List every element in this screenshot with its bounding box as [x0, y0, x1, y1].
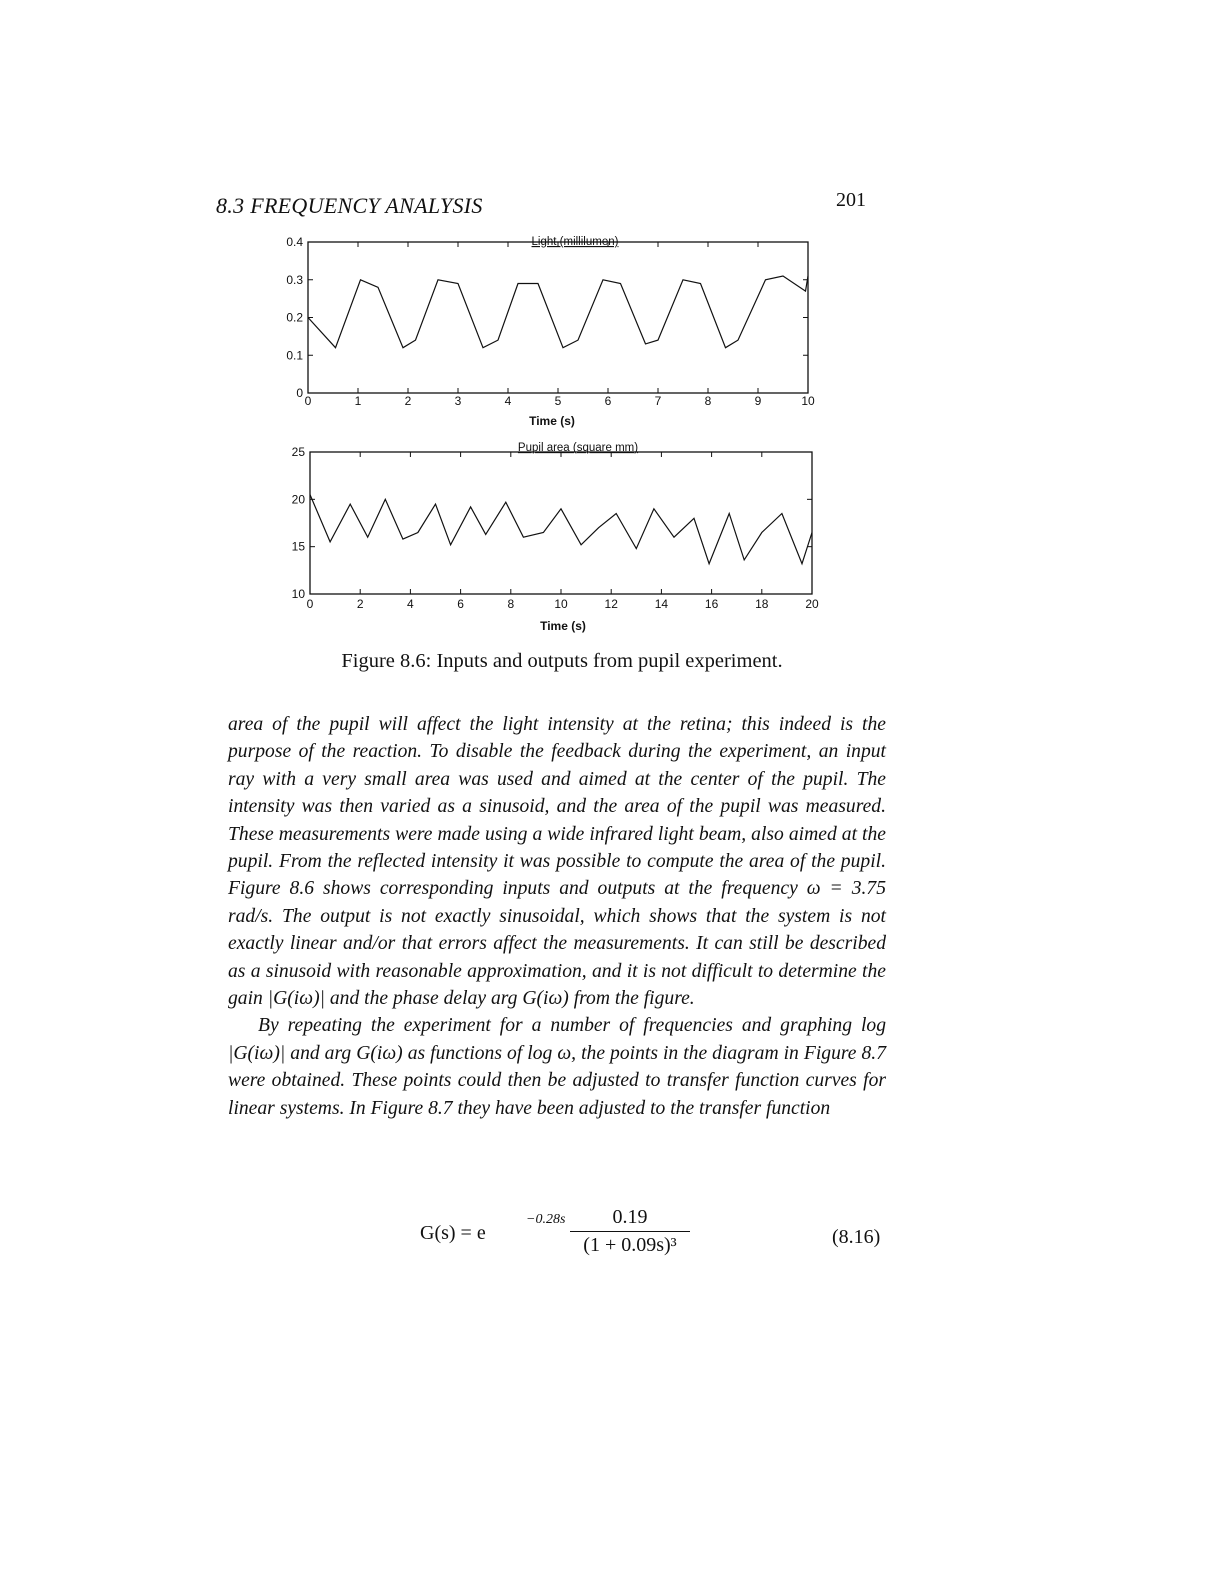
body-text — [228, 711, 886, 1122]
x-tick-label: 2 — [356, 597, 364, 611]
x-tick-label: 2 — [404, 394, 412, 408]
y-tick-label: 0 — [296, 386, 303, 400]
x-tick-label: 10 — [554, 597, 568, 611]
x-tick-label: 0 — [306, 597, 314, 611]
x-tick-label: 1 — [354, 394, 362, 408]
series-line — [310, 495, 812, 564]
transfer-function-equation — [420, 1206, 890, 1266]
equation-lhs: G(s) = e — [420, 1222, 486, 1244]
x-axis-label: Time (s) — [540, 619, 586, 633]
x-tick-label: 8 — [507, 597, 515, 611]
chart-title: Light (millilumen) — [531, 236, 619, 248]
x-tick-label: 3 — [454, 394, 462, 408]
y-tick-label: 10 — [291, 587, 305, 601]
x-tick-label: 6 — [457, 597, 464, 611]
x-tick-label: 8 — [704, 394, 712, 408]
x-axis-label: Time (s) — [529, 414, 575, 428]
x-tick-label: 14 — [654, 597, 669, 611]
x-tick-label: 20 — [805, 597, 819, 611]
equation-exponent: −0.28s — [526, 1212, 566, 1227]
x-tick-label: 6 — [604, 394, 612, 408]
light-input-chart — [286, 235, 815, 428]
section-header: 8.3 FREQUENCY ANALYSIS — [216, 193, 483, 218]
figure-8-6 — [0, 0, 1224, 650]
series-line — [308, 276, 808, 348]
x-tick-label: 10 — [801, 394, 815, 408]
paragraph-2: By repeating the experiment for a number of frequencies and graphing log |G(iω)| and arg G(iω) as functions of log ω, the points in the diagram in Figure 8.7 were obtained. These points could then be adjusted to transfer function curves for linear systems. In Figure 8.7 they have been adjusted to the transfer function — [228, 1015, 886, 1119]
equation-number: (8.16) — [832, 1226, 881, 1248]
x-tick-label: 7 — [654, 394, 662, 408]
plot-frame — [310, 452, 812, 594]
equation-denominator: (1 + 0.09s)³ — [583, 1234, 677, 1256]
chart-title: Pupil area (square mm) — [517, 442, 639, 454]
x-tick-label: 0 — [304, 394, 312, 408]
y-tick-label: 0.1 — [286, 348, 303, 363]
x-tick-label: 12 — [604, 597, 618, 611]
pupil-area-chart — [292, 442, 819, 633]
y-tick-label: 0.3 — [286, 272, 303, 287]
x-tick-label: 4 — [504, 394, 512, 408]
y-tick-label: 0.4 — [286, 235, 303, 249]
y-tick-label: 20 — [291, 492, 305, 507]
x-tick-label: 4 — [407, 597, 414, 611]
y-tick-label: 25 — [291, 445, 305, 459]
equation-fraction — [570, 1206, 690, 1257]
x-tick-label: 18 — [755, 597, 769, 611]
plot-frame — [308, 242, 808, 393]
y-tick-label: 15 — [291, 539, 305, 554]
paragraph-1: area of the pupil will affect the light intensity at the retina; this indeed is the purpose of the reaction. To disable the feedback during the experiment, an input ray with a very small area was used and aimed at the center of the pupil. The intensity was then varied as a sinusoid, and the area of the pupil was measured. These measurements were made using a wide infrared light beam, also aimed at the pupil. From the reflected intensity it was possible to compute the area of the pupil. Figure 8.6 shows corresponding inputs and outputs at the frequency ω = 3.75 rad/s. The output is not exactly sinusoidal, which shows that the system is not exactly linear and/or that errors affect the measurements. It can still be described as a sinusoid with reasonable approximation, and it is not difficult to determine the gain |G(iω)| and the phase delay arg G(iω) from the figure. — [228, 714, 886, 1010]
figure-caption: Figure 8.6: Inputs and outputs from pupil experiment. — [341, 650, 783, 672]
equation-numerator: 0.19 — [570, 1206, 690, 1232]
page-number: 201 — [836, 189, 866, 211]
y-tick-label: 0.2 — [286, 310, 303, 325]
x-tick-label: 16 — [704, 597, 719, 611]
x-tick-label: 5 — [554, 394, 562, 408]
x-tick-label: 9 — [754, 394, 762, 408]
